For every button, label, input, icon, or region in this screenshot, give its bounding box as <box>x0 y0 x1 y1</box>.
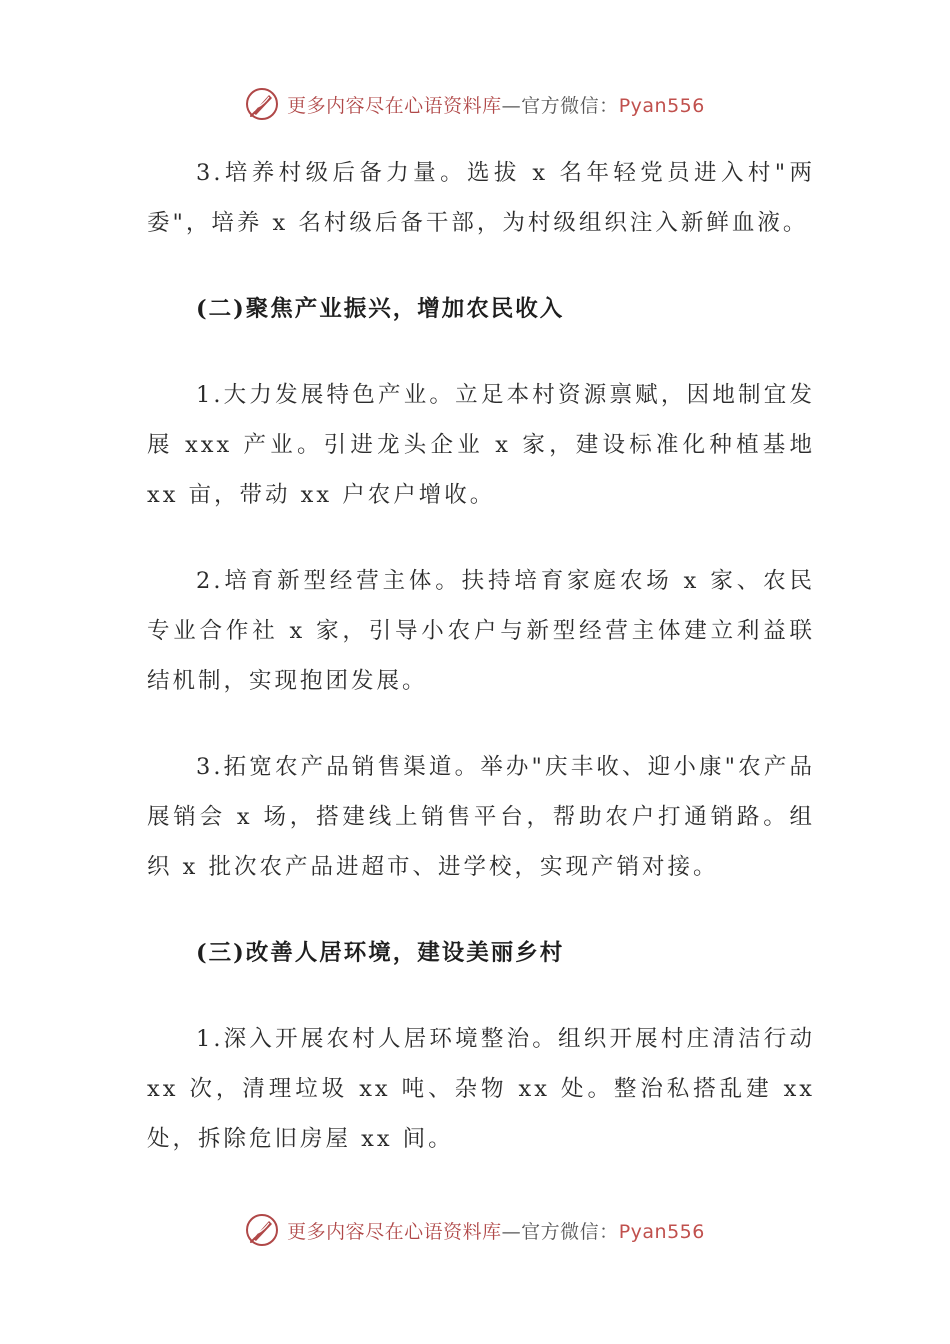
watermark-dash: — <box>501 94 522 117</box>
quill-pen-logo-icon <box>245 1213 279 1247</box>
watermark-text: 更多内容尽在心语资料库 <box>287 94 502 117</box>
watermark-wechat-id: Pyan556 <box>618 94 705 117</box>
header-watermark <box>0 84 950 124</box>
footer-watermark <box>0 1210 950 1250</box>
watermark-wechat-id: Pyan556 <box>618 1220 705 1243</box>
paragraph-3: 2.培育新型经营主体。扶持培育家庭农场 x 家、农民专业合作社 x 家，引导小农户与新型经营主体建立利益联结机制，实现抱团发展。 <box>147 568 815 694</box>
document-body <box>147 148 815 1200</box>
paragraph-2: 1.大力发展特色产业。立足本村资源禀赋，因地制宜发展 xxx 产业。引进龙头企业 x 家，建设标准化种植基地 xx 亩，带动 xx 户农户增收。 <box>147 382 815 508</box>
watermark-wechat-label: 官方微信： <box>521 1220 619 1243</box>
watermark-wechat-label: 官方微信： <box>521 94 619 117</box>
paragraph-1: 3.培养村级后备力量。选拔 x 名年轻党员进入村"两委"，培养 x 名村级后备干部，为村级组织注入新鲜血液。 <box>147 160 815 236</box>
quill-pen-logo-icon <box>245 87 279 121</box>
section-heading-3: (三)改善人居环境，建设美丽乡村 <box>196 940 565 966</box>
watermark-dash: — <box>501 1220 522 1243</box>
section-heading-2: (二)聚焦产业振兴，增加农民收入 <box>196 296 565 322</box>
paragraph-4: 3.拓宽农产品销售渠道。举办"庆丰收、迎小康"农产品展销会 x 场，搭建线上销售平台，帮助农户打通销路。组织 x 批次农产品进超市、进学校，实现产销对接。 <box>147 754 815 880</box>
paragraph-5: 1.深入开展农村人居环境整治。组织开展村庄清洁行动 xx 次，清理垃圾 xx 吨、杂物 xx 处。整治私搭乱建 xx 处，拆除危旧房屋 xx 间。 <box>147 1026 815 1152</box>
watermark-text: 更多内容尽在心语资料库 <box>287 1220 502 1243</box>
